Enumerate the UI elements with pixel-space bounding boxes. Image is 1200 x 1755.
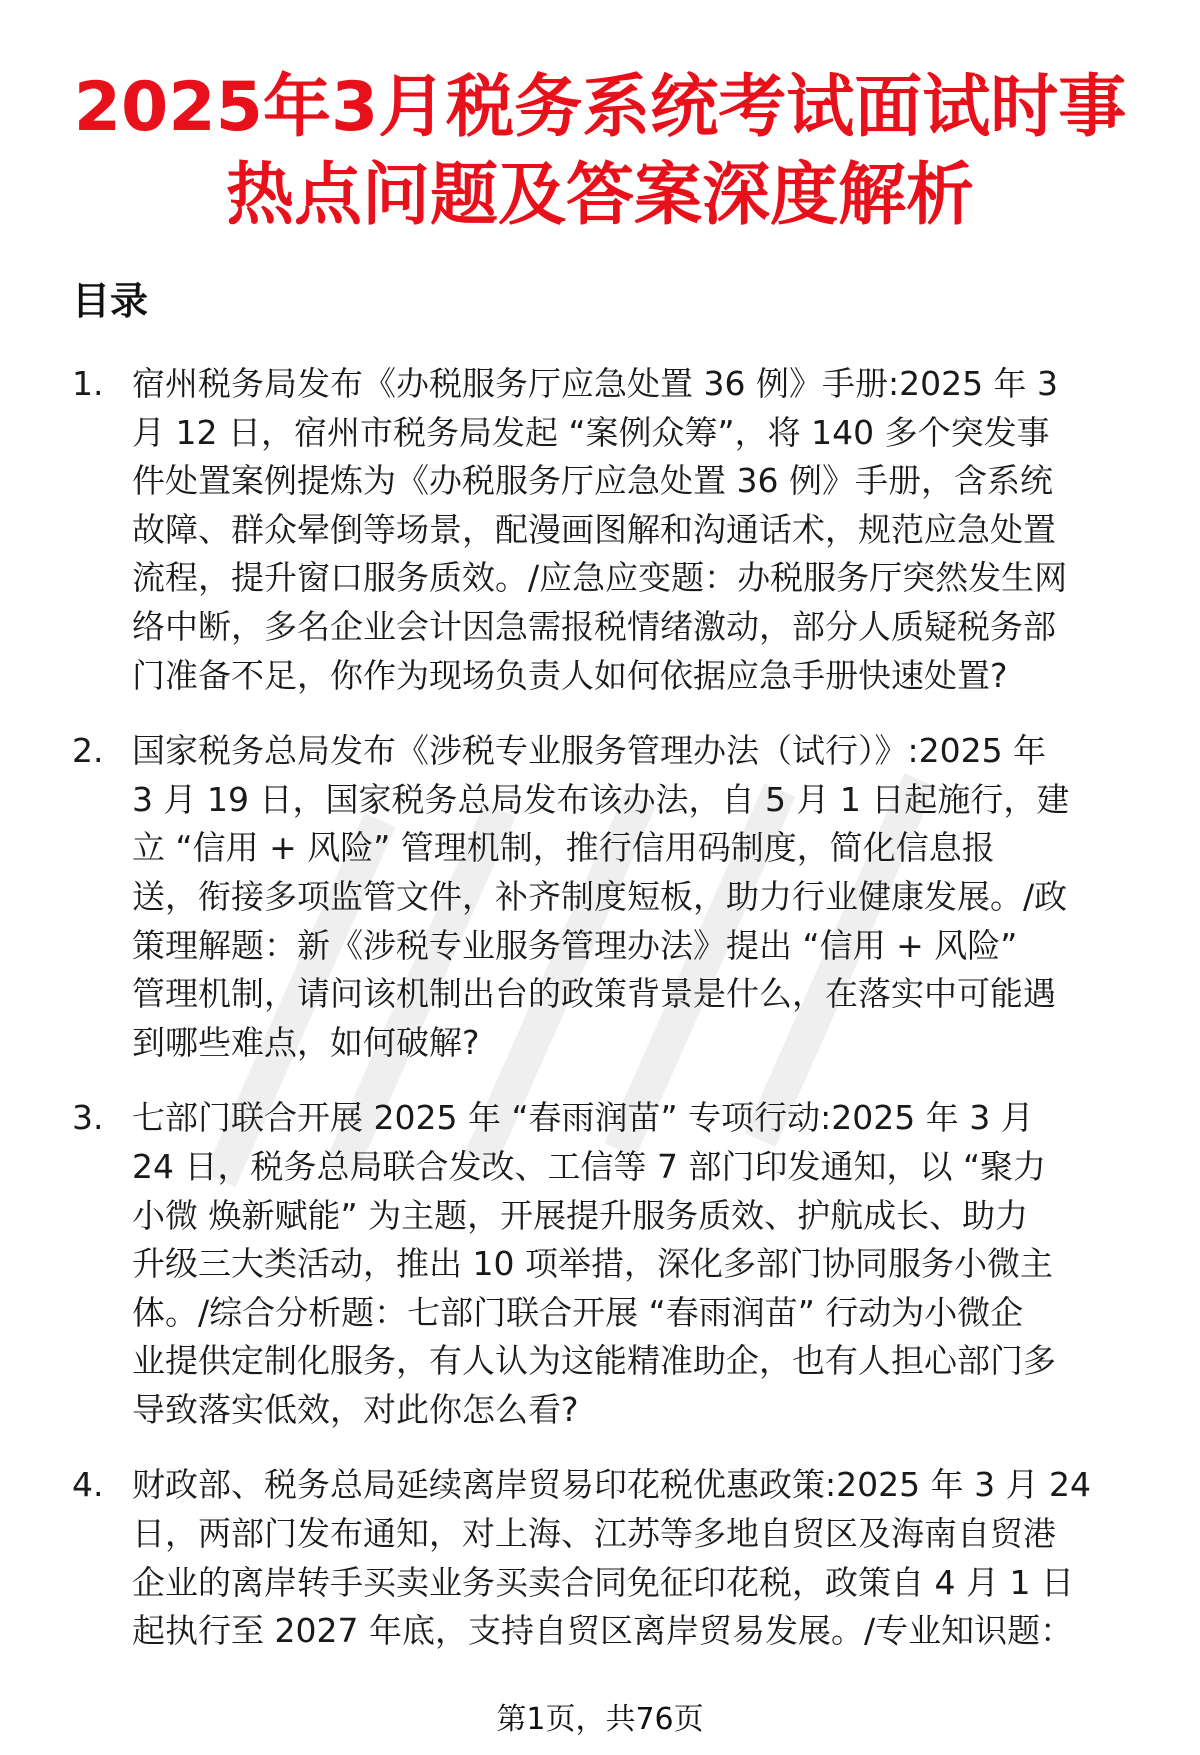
list-item-text-line: 宿州税务局发布《办税服务厅应急处置 36 例》手册:2025 年 3 <box>132 364 1059 403</box>
list-item-text-line: 故障、群众晕倒等场景，配漫画图解和沟通话术，规范应急处置 <box>132 509 1056 549</box>
title-line-1: 2025年3月税务系统考试面试时事 <box>73 68 1127 147</box>
page-number: 第1页，共76页 <box>496 1702 704 1737</box>
list-item-text-line: 体。/综合分析题：七部门联合开展 “春雨润苗” 行动为小微企 <box>132 1292 1024 1332</box>
list-item-text-line: 立 “信用 + 风险” 管理机制，推行信用码制度，简化信息报 <box>132 828 995 868</box>
list-item-text-line: 管理机制，请问该机制出台的政策背景是什么，在落实中可能遇 <box>132 974 1056 1014</box>
list-item-text-line: 策理解题：新《涉税专业服务管理办法》提出 “信用 + 风险” <box>132 925 1018 965</box>
list-item-text-line: 送，衔接多项监管文件，补齐制度短板，助力行业健康发展。/政 <box>132 876 1068 916</box>
list-item-text-line: 升级三大类活动，推出 10 项举措，深化多部门协同服务小微主 <box>132 1244 1053 1284</box>
list-item-text-line: 导致落实低效，对此你怎么看? <box>132 1389 579 1429</box>
list-item-text-line: 3 月 19 日，国家税务总局发布该办法，自 5 月 1 日起施行，建 <box>132 779 1070 819</box>
list-item-text-line: 企业的离岸转手买卖业务买卖合同免征印花税，政策自 4 月 1 日 <box>132 1562 1074 1602</box>
list-item-text-line: 日，两部门发布通知，对上海、江苏等多地自贸区及海南自贸港 <box>132 1514 1056 1554</box>
list-item <box>72 360 1162 700</box>
toc-heading: 目录 <box>72 279 149 323</box>
list-item-text-line: 七部门联合开展 2025 年 “春雨润苗” 专项行动:2025 年 3 月 <box>132 1098 1034 1138</box>
list-item-text-line: 络中断，多名企业会计因急需报税情绪激动，部分人质疑税务部 <box>132 606 1056 646</box>
list-item-number: 1. <box>72 364 104 403</box>
list-item-number: 2. <box>72 731 104 771</box>
list-item-text-line: 起执行至 2027 年底，支持自贸区离岸贸易发展。/专业知识题： <box>132 1611 1074 1651</box>
toc-list <box>72 360 1162 1683</box>
title-line-2: 热点问题及答案深度解析 <box>225 156 974 235</box>
list-item-text-line: 流程，提升窗口服务质效。/应急应变题：办税服务厅突然发生网 <box>132 558 1068 598</box>
list-item-text-line: 国家税务总局发布《涉税专业服务管理办法（试行）》:2025 年 <box>132 731 1047 771</box>
list-item-text-line: 财政部、税务总局延续离岸贸易印花税优惠政策:2025 年 3 月 24 <box>132 1465 1092 1505</box>
document-title <box>60 64 1140 240</box>
list-item-text-line: 件处置案例提炼为《办税服务厅应急处置 36 例》手册，含系统 <box>132 461 1053 501</box>
list-item <box>72 727 1162 1067</box>
list-item <box>72 1094 1162 1434</box>
list-item <box>72 1461 1162 1655</box>
list-item-text-line: 月 12 日，宿州市税务局发起 “案例众筹”，将 140 多个突发事 <box>132 412 1050 452</box>
list-item-number: 4. <box>72 1465 104 1505</box>
list-item-text-line: 业提供定制化服务，有人认为这能精准助企，也有人担心部门多 <box>132 1341 1056 1381</box>
list-item-text-line: 门准备不足，你作为现场负责人如何依据应急手册快速处置? <box>132 655 1008 695</box>
list-item-text-line: 24 日，税务总局联合发改、工信等 7 部门印发通知，以 “聚力 <box>132 1146 1047 1186</box>
list-item-text-line: 小微 焕新赋能” 为主题，开展提升服务质效、护航成长、助力 <box>132 1195 1029 1235</box>
list-item-text-line: 到哪些难点，如何破解? <box>132 1022 480 1062</box>
list-item-number: 3. <box>72 1098 104 1138</box>
